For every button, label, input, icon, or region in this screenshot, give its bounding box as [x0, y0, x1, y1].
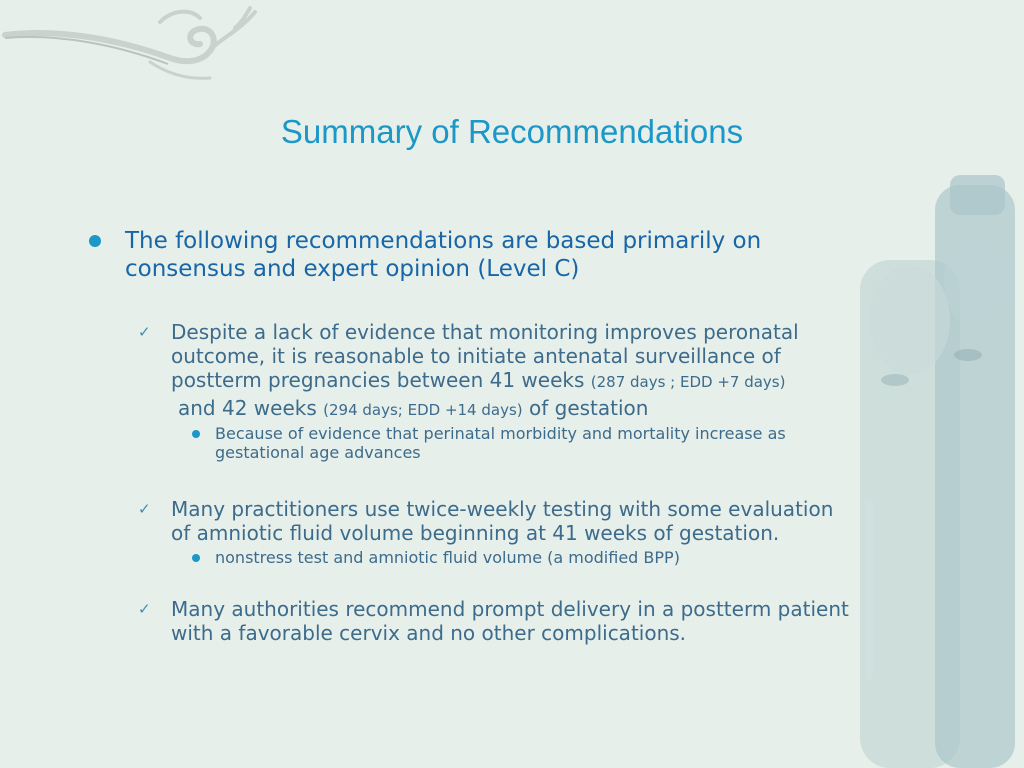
- checkmark-icon: ✓: [138, 323, 151, 341]
- checkmark-icon: ✓: [138, 500, 151, 518]
- rec1-line-3-main: postterm pregnancies between 41 weeks: [171, 368, 591, 392]
- main-point-line-2: consensus and expert opinion (Level C): [125, 256, 580, 282]
- rec1-line-1: Despite a lack of evidence that monitoring improves peronatal: [171, 320, 799, 344]
- checkmark-icon: ✓: [138, 600, 151, 618]
- rec1-line-3-paren: (287 days ; EDD +7 days): [590, 373, 786, 391]
- rec3-line-2: with a favorable cervix and no other complications.: [171, 621, 687, 645]
- bullet-dot-icon: [192, 554, 200, 562]
- rec1-line-4: [178, 396, 648, 422]
- bullet-dot-icon: [89, 235, 101, 247]
- rec1-line-4-paren: (294 days; EDD +14 days): [323, 401, 523, 419]
- rec2-sub-line: nonstress test and amniotic fluid volume (a modified BPP): [215, 548, 680, 567]
- rec1-sub-line-1: Because of evidence that perinatal morbidity and mortality increase as: [215, 424, 786, 443]
- bullet-dot-icon: [192, 430, 200, 438]
- rec1-sub-line-2: gestational age advances: [215, 443, 421, 462]
- rec2-line-2: of amniotic fluid volume beginning at 41 weeks of gestation.: [171, 521, 780, 545]
- swirl-ornament-icon: [0, 0, 270, 90]
- rec1-line-4-end: of gestation: [522, 396, 649, 420]
- rec1-line-4-main: and 42 weeks: [178, 396, 324, 420]
- rec1-line-3: [171, 368, 785, 394]
- stone-statue-illustration: [840, 170, 1024, 768]
- page-title: Summary of Recommendations: [280, 113, 744, 150]
- rec3-line-1: Many authorities recommend prompt delivery in a postterm patient: [171, 597, 849, 621]
- rec1-line-2: outcome, it is reasonable to initiate antenatal surveillance of: [171, 344, 781, 368]
- main-point-line-1: The following recommendations are based primarily on: [125, 228, 762, 254]
- rec2-line-1: Many practitioners use twice-weekly testing with some evaluation: [171, 497, 834, 521]
